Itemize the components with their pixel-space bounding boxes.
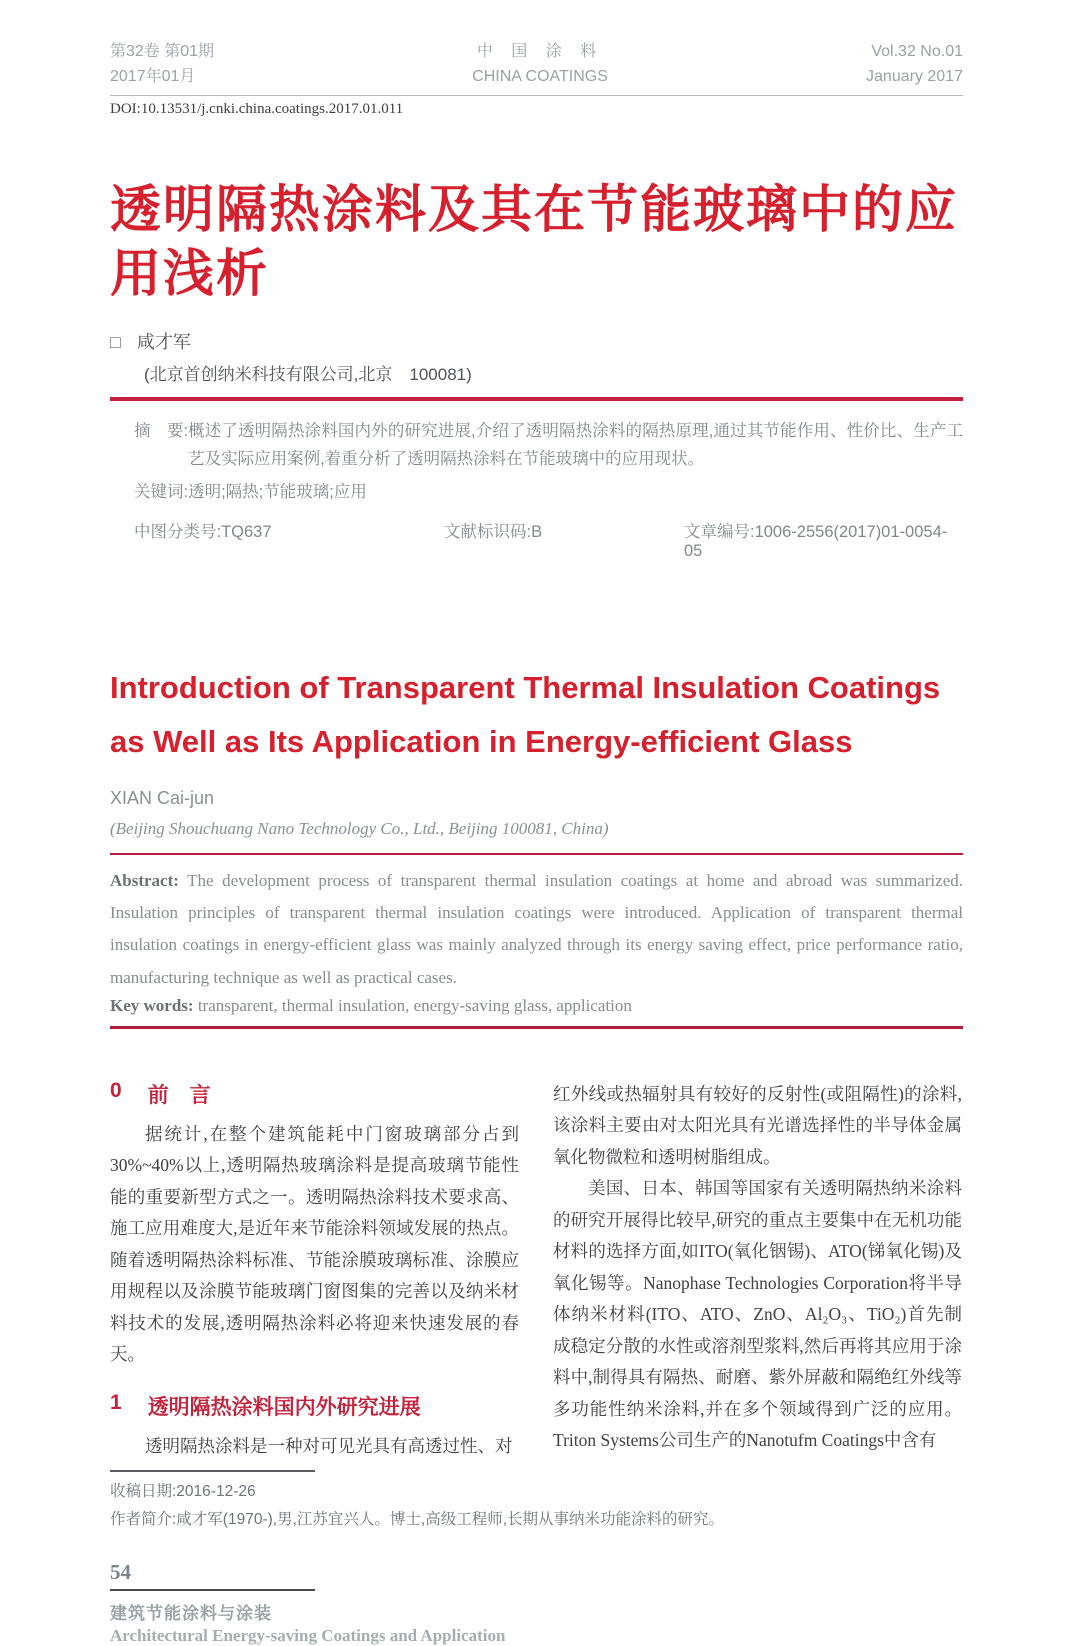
section-0-heading: [110, 1079, 519, 1109]
header-left: [110, 40, 214, 90]
keywords-label-en: Key words:: [110, 995, 194, 1015]
red-rule-top: [110, 397, 963, 401]
body-columns: [110, 1079, 963, 1463]
date-en: January 2017: [866, 67, 963, 85]
section-0-title: 前 言: [147, 1083, 211, 1107]
abstract-label-en: Abstract:: [110, 870, 179, 890]
affiliation-en: (Beijing Shouchuang Nano Technology Co., Ltd., Beijing 100081, China): [110, 818, 609, 838]
author-cn: 咸才军: [136, 332, 191, 353]
abstract-text-en: The development process of transparent thermal insulation coatings at home and abroad was summarized. Insulation principles of transparent thermal insulation coatings were introduced. Application of transparent thermal insulation coatings in energy-efficient glass was mainly analyzed through its energy saving effect, price performance ratio, manufacturing technique as well as practical cases.: [110, 870, 963, 987]
affiliation-cn: (北京首创纳米科技有限公司,北京 100081): [144, 365, 472, 385]
keywords-text-en: transparent, thermal insulation, energy-saving glass, application: [193, 995, 632, 1015]
doc-code: 文献标识码:B: [444, 523, 543, 542]
doi: DOI:10.13531/j.cnki.china.coatings.2017.01.011: [110, 100, 404, 117]
journal-header: [110, 40, 963, 96]
abstract-en-block: [110, 865, 963, 994]
volume-issue-cn: 第32卷 第01期: [110, 43, 215, 60]
page-number: 54: [110, 1560, 131, 1585]
footer-rule: [110, 1589, 315, 1591]
keywords-cn: 关键词:透明;隔热;节能玻璃;应用: [134, 483, 367, 502]
clc-number: 中图分类号:TQ637: [134, 523, 272, 542]
footer-column-cn: 建筑节能涂料与涂装: [110, 1604, 272, 1624]
left-column: [110, 1079, 519, 1463]
right-column: [553, 1079, 962, 1463]
header-center: [472, 40, 608, 90]
section-1-paragraph: 透明隔热涂料是一种对可见光具有高透过性、对: [145, 1435, 513, 1456]
abstract-label-cn: 摘 要:: [134, 422, 189, 441]
article-id: 文章编号:1006-2556(2017)01-0054-05: [684, 523, 948, 561]
red-rule-mid: [110, 853, 963, 855]
date-cn: 2017年01月: [110, 67, 196, 85]
author-marker-icon: □: [110, 332, 121, 353]
footnote-block: [110, 1470, 963, 1534]
red-rule-bottom: [110, 1026, 963, 1029]
right-paragraph-1: 红外线或热辐射具有较好的反射性(或阻隔性)的涂料,该涂料主要由对太阳光具有光谱选择性的半导体金属氧化物微粒和透明树脂组成。: [553, 1083, 962, 1167]
volume-issue-en: Vol.32 No.01: [871, 43, 963, 60]
author-row-cn: [110, 328, 963, 354]
abstract-text-cn: 概述了透明隔热涂料国内外的研究进展,介绍了透明隔热涂料的隔热原理,通过其节能作用、性价比、生产工艺及实际应用案例,着重分析了透明隔热涂料在节能玻璃中的应用现状。: [188, 422, 963, 469]
section-1-number: 1: [110, 1390, 122, 1414]
author-en: XIAN Cai-jun: [110, 787, 215, 808]
journal-name-cn: 中 国 涂 料: [476, 43, 604, 60]
page-footer: [110, 1560, 963, 1646]
footer-column-en: Architectural Energy-saving Coatings and Application: [110, 1626, 506, 1646]
section-0-number: 0: [110, 1078, 122, 1102]
abstract-cn-block: [110, 417, 963, 473]
journal-name-en: CHINA COATINGS: [472, 67, 608, 85]
article-title-en: Introduction of Transparent Thermal Insulation Coatings as Well as Its Application in Energy-efficient Glass: [110, 670, 941, 760]
section-1-title: 透明隔热涂料国内外研究进展: [147, 1395, 421, 1419]
footnote-divider: [110, 1470, 315, 1472]
article-title-cn: 透明隔热涂料及其在节能玻璃中的应用浅析: [110, 180, 959, 302]
received-date: 收稿日期:2016-12-26: [110, 1483, 256, 1501]
right-paragraph-2: 美国、日本、韩国等国家有关透明隔热纳米涂料的研究开展得比较早,研究的重点主要集中在无机功能材料的选择方面,如ITO(氧化铟锡)、ATO(锑氧化锡)及氧化锡等。Nanophase Technologies Corporation将半导体纳米材料(ITO、ATO、ZnO、Al₂O₃、TiO₂)首先制成稳定分散的水性或溶剂型浆料,然后再将其应用于涂料中,制得具有隔热、耐磨、紫外屏蔽和隔绝红外线等多功能性纳米涂料,并在多个领域得到广泛的应用。Triton Systems公司生产的Nanotufm Coatings中含有: [553, 1178, 962, 1451]
keywords-en-block: [110, 996, 963, 1016]
section-0-paragraph: 据统计,在整个建筑能耗中门窗玻璃部分占到30%~40%以上,透明隔热玻璃涂料是提高玻璃节能性能的重要新型方式之一。透明隔热涂料技术要求高、施工应用难度大,是近年来节能涂料领域发展的热点。随着透明隔热涂料标准、节能涂膜玻璃标准、涂膜应用规程以及涂膜节能玻璃门窗图集的完善以及纳米材料技术的发展,透明隔热涂料必将迎来快速发展的春天。: [110, 1123, 519, 1365]
author-bio: 作者简介:咸才军(1970-),男,江苏宜兴人。博士,高级工程师,长期从事纳米功能涂料的研究。: [110, 1511, 725, 1529]
section-1-heading: [110, 1391, 519, 1421]
clc-row: [110, 518, 963, 561]
header-right: [866, 40, 963, 90]
